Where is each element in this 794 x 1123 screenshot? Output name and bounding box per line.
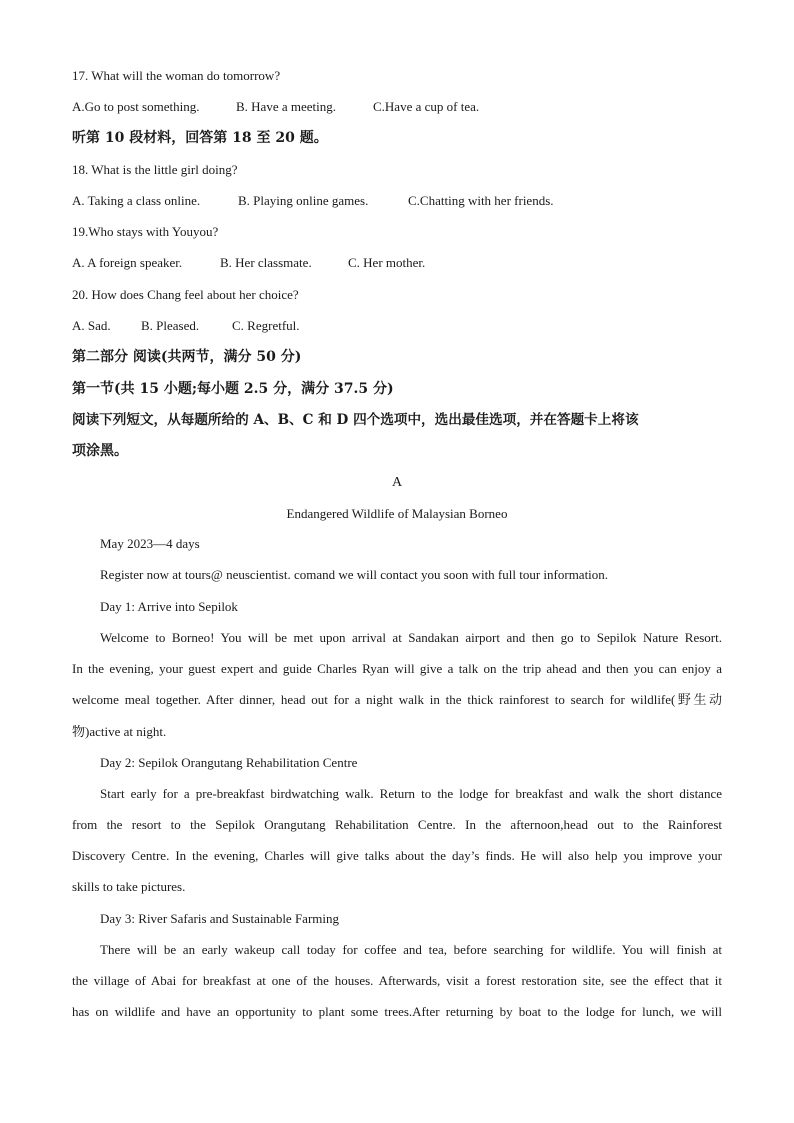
register-line: Register now at tours@ neuscientist. comand we will contact you soon with full tour information. bbox=[100, 567, 609, 582]
option-b: B. Playing online games. bbox=[238, 193, 369, 208]
tour-date: May 2023—4 days bbox=[100, 536, 200, 551]
day2-line-2: from the resort to the Sepilok Orangutang Rehabilitation Centre. In the afternoon,head out to the Rainforest bbox=[72, 817, 722, 832]
day1-line-1: Welcome to Borneo! You will be met upon arrival at Sandakan airport and then go to Sepilok Nature Resort. bbox=[100, 630, 722, 645]
option-c: C. Regretful. bbox=[232, 318, 300, 333]
option-b: B. Pleased. bbox=[141, 318, 200, 333]
option-a: A. Sad. bbox=[72, 318, 111, 333]
day1-line-3: welcome meal together. After dinner, head out for a night walk in the thick rainforest to search for wildlife(野生动 bbox=[72, 692, 722, 707]
part2-title: 第二部分 阅读(共两节，满分 50 分) bbox=[72, 349, 302, 365]
option-a: A. A foreign speaker. bbox=[72, 255, 183, 270]
day3-line-1: There will be an early wakeup call today for coffee and tea, before searching for wildlife. You will finish at bbox=[100, 942, 722, 957]
option-c: C. Her mother. bbox=[348, 255, 426, 270]
day2-heading: Day 2: Sepilok Orangutang Rehabilitation Centre bbox=[100, 755, 358, 770]
part2-instruction-cont: 项涂黑。 bbox=[72, 443, 128, 459]
day2-line-3: Discovery Centre. In the evening, Charles will give talks about the day’s finds. He will also help you improve your bbox=[72, 848, 722, 863]
question-17: 17. What will the woman do tomorrow? bbox=[72, 68, 281, 83]
option-b: B. Her classmate. bbox=[220, 255, 312, 270]
option-a: A. Taking a class online. bbox=[72, 193, 201, 208]
passage-letter: A bbox=[391, 475, 403, 490]
day3-heading: Day 3: River Safaris and Sustainable Farming bbox=[100, 911, 340, 926]
day1-heading: Day 1: Arrive into Sepilok bbox=[100, 599, 238, 614]
option-c: C.Have a cup of tea. bbox=[373, 99, 480, 114]
part2-section1: 第一节(共 15 小题;每小题 2.5 分，满分 37.5 分) bbox=[72, 381, 394, 397]
day2-line-4: skills to take pictures. bbox=[72, 879, 186, 894]
day2-line-1: Start early for a pre-breakfast birdwatching walk. Return to the lodge for breakfast and walk the short distance bbox=[100, 786, 722, 801]
day1-line-2: In the evening, your guest expert and guide Charles Ryan will give a talk on the trip ahead and then you can enjoy a bbox=[72, 661, 722, 676]
day3-line-3: has on wildlife and have an opportunity to plant some trees.After returning by boat to the lodge for lunch, we will bbox=[72, 1004, 722, 1019]
option-c: C.Chatting with her friends. bbox=[408, 193, 554, 208]
day1-line-4: 物)active at night. bbox=[72, 724, 167, 739]
day3-line-2: the village of Abai for breakfast at one of the houses. Afterwards, visit a forest restoration site, see the effect that it bbox=[72, 973, 722, 988]
option-b: B. Have a meeting. bbox=[236, 99, 336, 114]
question-19: 19.Who stays with Youyou? bbox=[72, 224, 219, 239]
option-a: A.Go to post something. bbox=[72, 99, 200, 114]
part2-instruction: 阅读下列短文，从每题所给的 A、B、C 和 D 四个选项中，选出最佳选项，并在答题卡上将该 bbox=[72, 412, 639, 428]
passage-title: Endangered Wildlife of Malaysian Borneo bbox=[286, 506, 508, 521]
section-heading-10: 听第 10 段材料，回答第 18 至 20 题。 bbox=[72, 130, 328, 146]
question-20: 20. How does Chang feel about her choice? bbox=[72, 287, 299, 302]
question-18: 18. What is the little girl doing? bbox=[72, 162, 238, 177]
